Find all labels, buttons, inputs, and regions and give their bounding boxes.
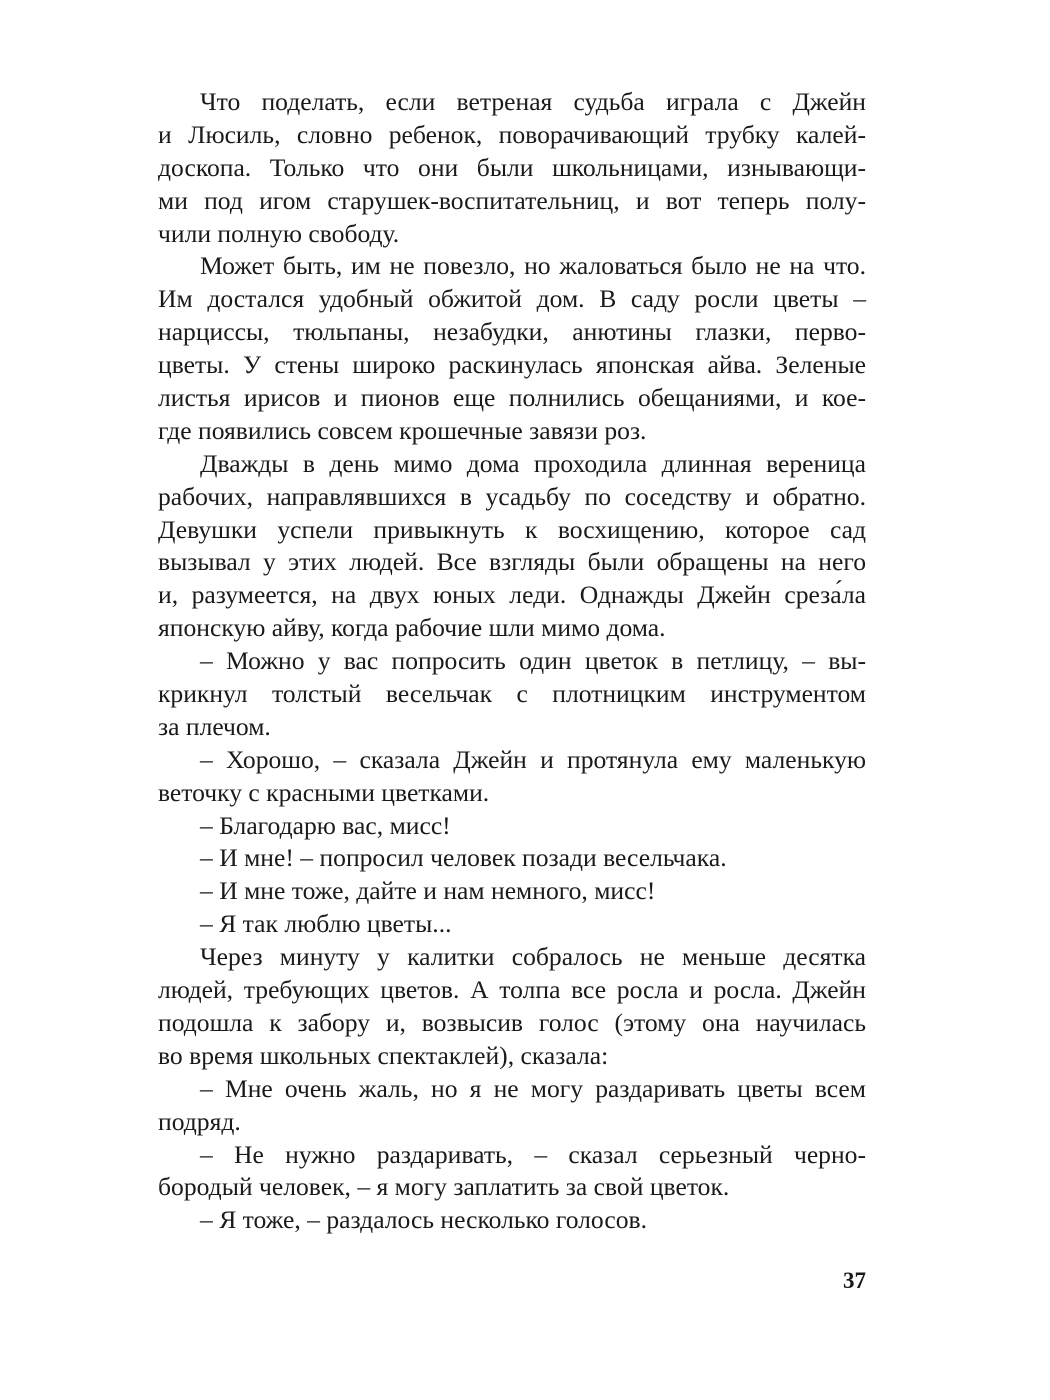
text-line: – Не нужно раздаривать, – сказал серьезный черно- (200, 1139, 866, 1169)
text-line: крикнул толстый весельчак с плотницким инструментом (158, 679, 866, 709)
text-line: цветы. У стены широко раскинулась японская айва. Зеленые (158, 350, 866, 380)
text-line: Девушки успели привыкнуть к восхищению, которое сад (158, 514, 866, 544)
text-line: ми под игом старушек-воспитательниц, и вот теперь полу- (158, 185, 866, 215)
text-line: – Благодарю вас, мисс! (200, 810, 451, 840)
text-line: Дважды в день мимо дома проходила длинная вереница (200, 448, 866, 478)
text-line: – Хорошо, – сказала Джейн и протянула ему маленькую (200, 744, 866, 774)
text-line: чили полную свободу. (158, 218, 400, 248)
text-line: и, разумеется, на двух юных леди. Однажды Джейн среза́ла (158, 580, 866, 610)
text-line: подряд. (158, 1106, 241, 1136)
text-line: Через минуту у калитки собралось не меньше десятка (200, 942, 866, 972)
text-line: Может быть, им не повезло, но жаловаться было не на что. (200, 251, 866, 281)
text-line: – И мне тоже, дайте и нам немного, мисс! (200, 876, 656, 906)
text-line: веточку с красными цветками. (158, 777, 490, 807)
text-line: бородый человек, – я могу заплатить за свой цветок. (158, 1172, 730, 1202)
text-line: рабочих, направлявшихся в усадьбу по соседству и обратно. (158, 481, 866, 511)
body-text (158, 86, 866, 1237)
text-line: Что поделать, если ветреная судьба играла с Джейн (200, 87, 866, 116)
text-line: за плечом. (158, 711, 271, 741)
text-line: где появились совсем крошечные завязи роз. (158, 415, 647, 445)
text-line: японскую айву, когда рабочие шли мимо дома. (158, 613, 666, 643)
text-line: – Мне очень жаль, но я не могу раздаривать цветы всем (200, 1073, 866, 1103)
text-line: подошла к забору и, возвысив голос (этому она научилась (158, 1007, 866, 1037)
text-line: листья ирисов и пионов еще полнились обещаниями, и кое- (158, 383, 866, 413)
text-line: – Я так люблю цветы... (200, 909, 452, 939)
text-line: – Я тоже, – раздалось несколько голосов. (200, 1205, 648, 1235)
text-line: людей, требующих цветов. А толпа все росла и росла. Джейн (158, 975, 866, 1005)
text-line: нарциссы, тюльпаны, незабудки, анютины глазки, перво- (158, 317, 866, 347)
text-line: и Люсиль, словно ребенок, поворачивающий трубку калей- (158, 119, 866, 149)
text-line: вызывал у этих людей. Все взгляды были обращены на него (158, 547, 866, 577)
text-line: во время школьных спектаклей), сказала: (158, 1040, 609, 1070)
text-line: – И мне! – попросил человек позади весельчака. (200, 843, 727, 873)
text-line: Им достался удобный обжитой дом. В саду росли цветы – (158, 284, 866, 314)
page-number: 37 (843, 1268, 866, 1293)
text-line: доскопа. Только что они были школьницами, изнывающи- (158, 152, 866, 182)
text-line: – Можно у вас попросить один цветок в петлицу, – вы- (200, 646, 866, 676)
